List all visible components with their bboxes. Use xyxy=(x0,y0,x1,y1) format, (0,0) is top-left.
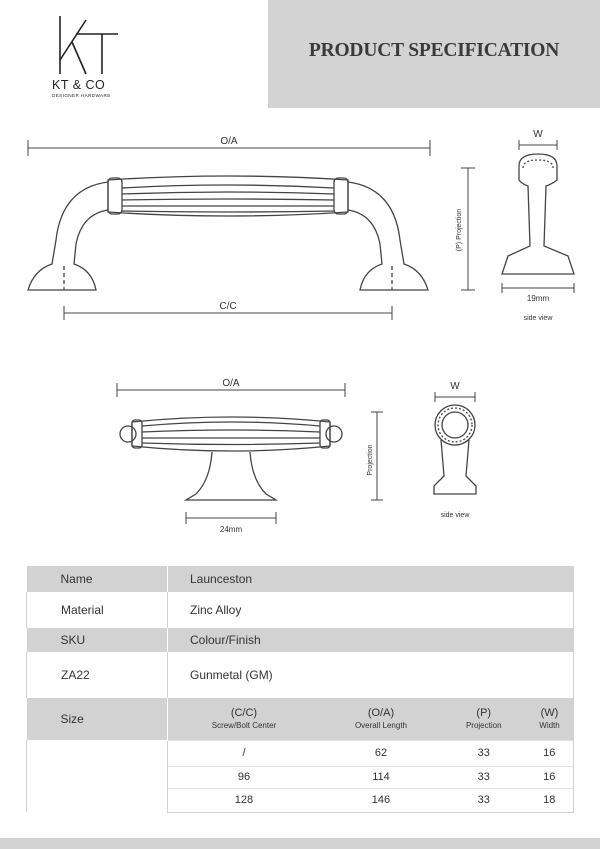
size-col-p-sub: Projection xyxy=(465,721,502,731)
material-label: Material xyxy=(27,592,168,628)
size-p-cell: 33 xyxy=(442,788,525,812)
handle-side-caption: side view xyxy=(523,315,553,322)
spec-row-material xyxy=(27,592,574,628)
size-label: Size xyxy=(27,698,168,740)
colour-label: Colour/Finish xyxy=(168,628,574,652)
name-value: Launceston xyxy=(168,566,574,592)
size-w-cell: 18 xyxy=(525,788,573,812)
size-col-oa-main: (O/A) xyxy=(367,707,395,720)
handle-cc-label: C/C xyxy=(219,301,237,312)
footer-bar xyxy=(0,838,600,849)
knob-side-w-label: W xyxy=(450,381,460,392)
size-col-w xyxy=(525,698,573,740)
page-title: PRODUCT SPECIFICATION xyxy=(308,40,560,61)
size-col-cc-main: (C/C) xyxy=(230,707,258,720)
handle-front-view xyxy=(28,176,428,290)
size-col-oa-sub: Overall Length xyxy=(354,721,407,731)
logo-name: KT & CO xyxy=(52,78,106,92)
spec-row-sku-header xyxy=(27,628,574,652)
logo xyxy=(0,0,268,108)
colour-value: Gunmetal (GM) xyxy=(168,652,574,698)
knob-front-view xyxy=(120,417,342,500)
size-p-cell: 33 xyxy=(442,740,525,766)
size-col-oa xyxy=(320,698,442,740)
logo-mark-icon xyxy=(58,16,122,76)
size-w-cell: 16 xyxy=(525,766,573,788)
size-oa-cell: 146 xyxy=(320,788,442,812)
logo-tagline: DESIGNER HARDWARE xyxy=(52,93,111,98)
size-p-cell: 33 xyxy=(442,766,525,788)
spec-table xyxy=(26,566,574,813)
size-col-cc xyxy=(168,698,320,740)
title-banner xyxy=(268,0,600,108)
sku-value: ZA22 xyxy=(27,652,168,698)
name-label: Name xyxy=(27,566,168,592)
size-oa-cell: 114 xyxy=(320,766,442,788)
size-w-cell: 16 xyxy=(525,740,573,766)
handle-side-w-dimension xyxy=(502,140,574,293)
size-header-row xyxy=(27,698,574,740)
size-col-w-sub: Width xyxy=(539,721,560,731)
knob-oa-label: O/A xyxy=(222,378,240,389)
knob-projection-label: Projection xyxy=(367,444,374,476)
knob-side-w-dimension xyxy=(435,392,475,402)
size-cc-cell: 128 xyxy=(168,788,320,812)
handle-side-w-label: W xyxy=(533,129,543,140)
handle-projection-dimension xyxy=(461,168,475,290)
size-col-p xyxy=(442,698,525,740)
size-cc-cell: 96 xyxy=(168,766,320,788)
sku-label: SKU xyxy=(27,628,168,652)
handle-oa-label: O/A xyxy=(220,136,238,147)
table-row xyxy=(27,740,574,766)
technical-drawing xyxy=(0,108,600,558)
spec-row-sku-values xyxy=(27,652,574,698)
size-col-p-main: (P) xyxy=(476,707,492,720)
size-col-cc-sub: Screw/Bolt Center xyxy=(211,721,277,731)
header xyxy=(0,0,600,108)
knob-base-label: 24mm xyxy=(219,525,243,534)
material-value: Zinc Alloy xyxy=(168,592,574,628)
knob-base-dimension xyxy=(186,512,276,524)
handle-side-view xyxy=(502,154,574,274)
size-cc-cell: / xyxy=(168,740,320,766)
knob-side-caption: side view xyxy=(440,512,470,519)
size-col-w-main: (W) xyxy=(540,707,559,720)
spec-row-name xyxy=(27,566,574,592)
handle-projection-label: (P) Projection xyxy=(456,208,463,252)
size-oa-cell: 62 xyxy=(320,740,442,766)
knob-side-view xyxy=(434,405,476,494)
handle-side-width-label: 19mm xyxy=(526,294,550,303)
